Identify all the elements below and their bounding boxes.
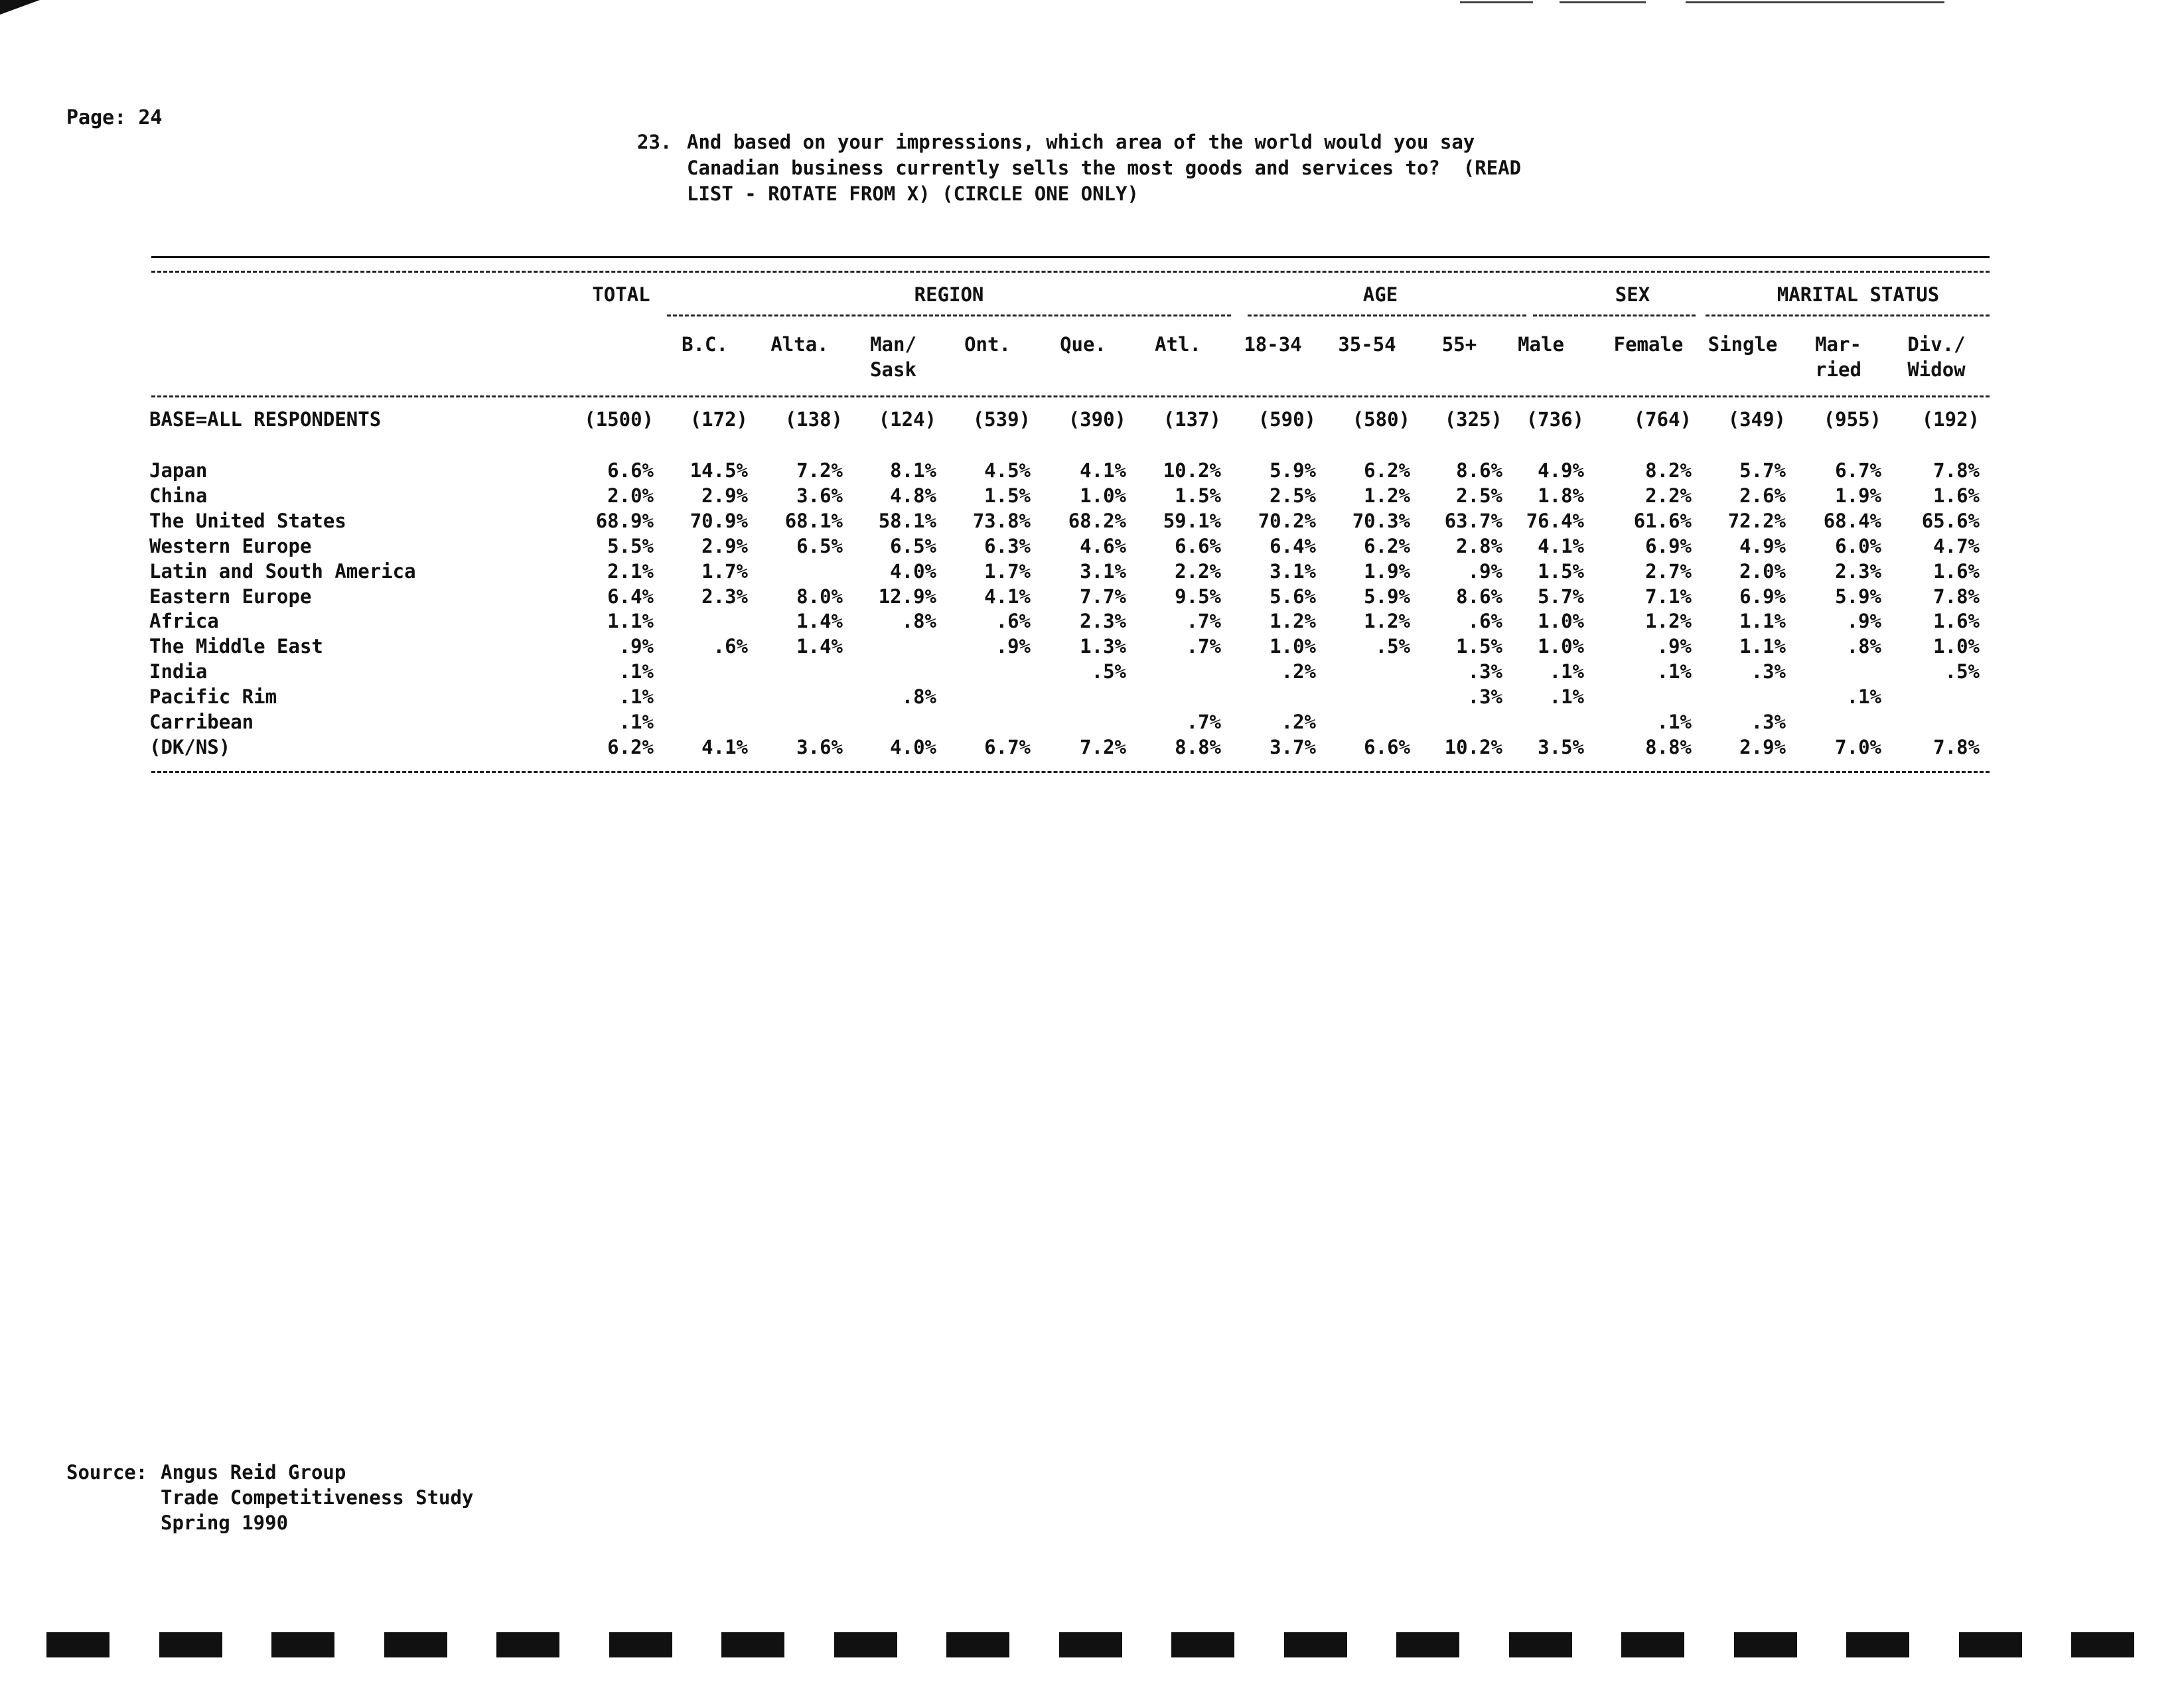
table-cell: 68.2% (1068, 510, 1126, 532)
table-cell: 3.1% (1080, 560, 1126, 583)
punch-mark (159, 1632, 222, 1657)
table-cell: .3% (1751, 711, 1786, 733)
table-cell: 2.5% (1456, 484, 1502, 507)
table-cell: 63.7% (1444, 510, 1502, 532)
table-cell: 70.9% (690, 510, 748, 532)
table-cell: 3.5% (1538, 736, 1584, 758)
table-cell: .3% (1467, 685, 1502, 708)
table-cell: 1.9% (1364, 560, 1410, 583)
column-header: B.C. (682, 333, 728, 356)
table-cell: 70.2% (1258, 510, 1316, 532)
punch-mark (1284, 1632, 1347, 1657)
table-cell: 8.0% (796, 585, 843, 608)
table-cell: 1.5% (984, 484, 1031, 507)
base-cell: (124) (878, 408, 936, 431)
table-cell: 1.0% (1538, 635, 1584, 658)
table-cell: 7.8% (1933, 736, 1980, 758)
top-edge-line (1686, 1, 1944, 3)
table-cell: .7% (1186, 711, 1221, 733)
source-line: Trade Competitiveness Study (161, 1486, 474, 1509)
table-cell: .1% (619, 660, 654, 683)
top-edge-line (1560, 1, 1646, 3)
table-cell: 6.6% (607, 459, 654, 482)
table-cell: 6.5% (890, 535, 936, 557)
table-cell: 8.1% (890, 459, 936, 482)
table-cell: 2.9% (1739, 736, 1786, 758)
table-cell: 3.6% (796, 484, 843, 507)
table-cell: .8% (901, 685, 936, 708)
table-cell: 61.6% (1633, 510, 1692, 532)
table-cell: 1.4% (796, 610, 843, 632)
table-cell: 5.9% (1270, 459, 1316, 482)
table-cell: 7.0% (1835, 736, 1881, 758)
table-cell: 6.6% (1175, 535, 1221, 557)
table-cell: 68.9% (595, 510, 654, 532)
table-cell: 1.1% (1739, 610, 1786, 632)
table-cell: .7% (1186, 635, 1221, 658)
table-cell: 6.2% (1364, 535, 1410, 557)
table-cell: 3.1% (1270, 560, 1316, 583)
table-cell: 1.2% (1270, 610, 1316, 632)
base-cell: (192) (1921, 408, 1980, 431)
table-cell: 7.2% (1080, 736, 1126, 758)
table-cell: 2.7% (1645, 560, 1692, 583)
table-cell: 5.9% (1835, 585, 1881, 608)
punch-mark (1621, 1632, 1684, 1657)
column-header: Mar- (1815, 333, 1861, 356)
table-cell: 2.0% (1739, 560, 1786, 583)
base-cell: (349) (1727, 408, 1786, 431)
table-cell: 4.9% (1739, 535, 1786, 557)
table-cell: 4.1% (1080, 459, 1126, 482)
punch-mark (1509, 1632, 1572, 1657)
table-cell: 1.2% (1364, 610, 1410, 632)
sex-underline (1533, 315, 1696, 316)
table-cell: 2.2% (1175, 560, 1221, 583)
table-cell: 1.8% (1538, 484, 1584, 507)
table-cell: 7.8% (1933, 459, 1980, 482)
table-cell: .6% (1467, 610, 1502, 632)
table-cell: 5.7% (1538, 585, 1584, 608)
punch-mark (946, 1632, 1009, 1657)
corner-mark (0, 0, 40, 15)
base-cell: (390) (1068, 408, 1126, 431)
column-header: Div./ (1907, 333, 1966, 356)
table-cell: 4.8% (890, 484, 936, 507)
table-cell: 3.7% (1270, 736, 1316, 758)
table-cell: 4.0% (890, 736, 936, 758)
row-label: Latin and South America (149, 560, 416, 583)
table-cell: 7.1% (1645, 585, 1692, 608)
table-cell: 6.4% (607, 585, 654, 608)
group-header-marital-status: MARITAL STATUS (1777, 283, 1940, 306)
row-label: Pacific Rim (149, 685, 277, 708)
table-cell: 1.1% (607, 610, 654, 632)
table-cell: 1.5% (1538, 560, 1584, 583)
table-cell: 1.6% (1933, 484, 1980, 507)
table-cell: 8.6% (1456, 585, 1502, 608)
table-cell: 1.6% (1933, 560, 1980, 583)
table-cell: .3% (1467, 660, 1502, 683)
base-cell: (1500) (584, 408, 654, 431)
table-cell: 8.2% (1645, 459, 1692, 482)
question-line: LIST - ROTATE FROM X) (CIRCLE ONE ONLY) (687, 182, 1139, 205)
punch-mark (609, 1632, 672, 1657)
punch-mark (721, 1632, 784, 1657)
punch-mark (1059, 1632, 1122, 1657)
region-underline (667, 315, 1231, 316)
table-cell: 4.1% (701, 736, 748, 758)
column-header: ried (1815, 358, 1861, 381)
table-cell: 2.3% (701, 585, 748, 608)
base-cell: (580) (1352, 408, 1410, 431)
question-number: 23. (637, 131, 672, 153)
table-cell: .1% (1549, 685, 1584, 708)
column-header: Sask (870, 358, 916, 381)
table-cell: 58.1% (878, 510, 936, 532)
table-cell: 8.6% (1456, 459, 1502, 482)
table-cell: 4.0% (890, 560, 936, 583)
row-label: Eastern Europe (149, 585, 312, 608)
table-cell: 1.0% (1933, 635, 1980, 658)
table-cell: 70.3% (1352, 510, 1410, 532)
table-cell: .5% (1375, 635, 1410, 658)
row-label: China (149, 484, 208, 507)
table-cell: 1.0% (1270, 635, 1316, 658)
marital-underline (1706, 315, 1990, 316)
table-cell: 6.9% (1739, 585, 1786, 608)
base-cell: (539) (972, 408, 1031, 431)
table-cell: 4.1% (1538, 535, 1584, 557)
table-cell: 4.1% (984, 585, 1031, 608)
table-cell: 6.9% (1645, 535, 1692, 557)
table-cell: 1.5% (1456, 635, 1502, 658)
base-cell: (137) (1163, 408, 1221, 431)
group-header-age: AGE (1362, 283, 1398, 306)
table-cell: 1.2% (1645, 610, 1692, 632)
table-cell: 4.5% (984, 459, 1031, 482)
punch-marks-strip (46, 1632, 2144, 1659)
table-cell: .1% (1656, 711, 1692, 733)
table-cell: 4.6% (1080, 535, 1126, 557)
table-cell: 73.8% (972, 510, 1031, 532)
punch-mark (46, 1632, 109, 1657)
table-cell: .1% (619, 711, 654, 733)
table-cell: 72.2% (1727, 510, 1786, 532)
punch-mark (2071, 1632, 2134, 1657)
base-cell: (955) (1823, 408, 1881, 431)
table-cell: 1.6% (1933, 610, 1980, 632)
table-cell: 6.3% (984, 535, 1031, 557)
row-label: Japan (149, 459, 208, 482)
table-cell: .5% (1091, 660, 1126, 683)
table-cell: .9% (1656, 635, 1692, 658)
punch-mark (1846, 1632, 1909, 1657)
table-cell: .1% (619, 685, 654, 708)
punch-mark (1171, 1632, 1234, 1657)
table-cell: 5.7% (1739, 459, 1786, 482)
table-cell: .6% (995, 610, 1031, 632)
page-number: Page: 24 (66, 106, 163, 129)
table-cell: 6.0% (1835, 535, 1881, 557)
table-cell: 1.7% (701, 560, 748, 583)
base-cell: (138) (784, 408, 843, 431)
table-cell: .9% (995, 635, 1031, 658)
row-label: India (149, 660, 208, 683)
table-cell: .1% (1656, 660, 1692, 683)
table-cell: 65.6% (1921, 510, 1980, 532)
table-cell: 2.9% (701, 535, 748, 557)
base-cell: (172) (690, 408, 748, 431)
column-header: 55+ (1441, 333, 1477, 356)
table-cell: 7.8% (1933, 585, 1980, 608)
row-label: Western Europe (149, 535, 312, 557)
table-cell: .8% (1846, 635, 1881, 658)
table-cell: 1.0% (1538, 610, 1584, 632)
question-line: And based on your impressions, which area of the world would you say (687, 131, 1475, 153)
table-cell: .3% (1751, 660, 1786, 683)
table-cell: 2.8% (1456, 535, 1502, 557)
table-cell: 6.6% (1364, 736, 1410, 758)
table-cell: 9.5% (1175, 585, 1221, 608)
table-top-rule (151, 256, 1990, 258)
column-header: Que. (1060, 333, 1106, 356)
table-cell: 6.7% (984, 736, 1031, 758)
column-header: Male (1518, 333, 1564, 356)
age-underline (1248, 315, 1526, 316)
table-cell: 1.9% (1835, 484, 1881, 507)
table-bottom-rule (151, 771, 1990, 773)
question-text (687, 129, 1550, 207)
table-cell: 2.3% (1835, 560, 1881, 583)
table-cell: 5.6% (1270, 585, 1316, 608)
table-cell: 14.5% (690, 459, 748, 482)
source-line: Angus Reid Group (161, 1461, 346, 1484)
punch-mark (1734, 1632, 1797, 1657)
base-label: BASE=ALL RESPONDENTS (149, 408, 382, 431)
table-cell: .9% (1467, 560, 1502, 583)
group-header-sex: SEX (1615, 283, 1650, 306)
question-block (637, 129, 1550, 207)
table-cell: .8% (901, 610, 936, 632)
column-header: Single (1708, 333, 1778, 356)
table-cell: 4.7% (1933, 535, 1980, 557)
table-cell: .5% (1944, 660, 1980, 683)
column-header: Female (1613, 333, 1684, 356)
group-header-total: TOTAL (592, 283, 650, 306)
table-cell: 1.0% (1080, 484, 1126, 507)
table-cell: 8.8% (1175, 736, 1221, 758)
column-header: Widow (1907, 358, 1966, 381)
table-cell: 68.4% (1823, 510, 1881, 532)
source-line: Spring 1990 (161, 1511, 289, 1534)
table-cell: .9% (619, 635, 654, 658)
row-label: (DK/NS) (149, 736, 231, 758)
table-cell: 1.7% (984, 560, 1031, 583)
table-cell: 59.1% (1163, 510, 1221, 532)
column-header: 35-54 (1338, 333, 1396, 356)
column-header: Man/ (870, 333, 916, 356)
header-bottom-rule (151, 395, 1990, 397)
row-label: Carribean (149, 711, 254, 733)
table-cell: .9% (1846, 610, 1881, 632)
column-header: Ont. (964, 333, 1011, 356)
row-label: Africa (149, 610, 219, 632)
table-cell: .7% (1186, 610, 1221, 632)
table-cell: .1% (1846, 685, 1881, 708)
row-label: The Middle East (149, 635, 323, 658)
table-cell: 5.5% (607, 535, 654, 557)
table-cell: .1% (1549, 660, 1584, 683)
table-cell: 5.9% (1364, 585, 1410, 608)
table-cell: 7.7% (1080, 585, 1126, 608)
table-cell: 6.7% (1835, 459, 1881, 482)
punch-mark (496, 1632, 559, 1657)
column-header: Atl. (1155, 333, 1201, 356)
table-cell: 2.9% (701, 484, 748, 507)
table-cell: 1.5% (1175, 484, 1221, 507)
punch-mark (384, 1632, 447, 1657)
table-cell: 2.3% (1080, 610, 1126, 632)
table-cell: 1.1% (1739, 635, 1786, 658)
punch-mark (1396, 1632, 1459, 1657)
table-cell: 8.8% (1645, 736, 1692, 758)
column-header: 18-34 (1244, 333, 1302, 356)
column-header: Alta. (770, 333, 829, 356)
source-block (66, 1460, 473, 1535)
table-cell: 12.9% (878, 585, 936, 608)
table-cell: 76.4% (1526, 510, 1584, 532)
table-cell: 1.4% (796, 635, 843, 658)
table-cell: 2.0% (607, 484, 654, 507)
table-cell: 6.2% (1364, 459, 1410, 482)
table-cell: 7.2% (796, 459, 843, 482)
table-cell: 1.2% (1364, 484, 1410, 507)
table-cell: 3.6% (796, 736, 843, 758)
top-edge-line (1460, 1, 1533, 3)
table-top-dash-rule (151, 271, 1990, 273)
table-cell: 6.4% (1270, 535, 1316, 557)
table-cell: 6.5% (796, 535, 843, 557)
table-cell: .6% (713, 635, 748, 658)
table-cell: 68.1% (784, 510, 843, 532)
table-cell: 2.1% (607, 560, 654, 583)
question-line: Canadian business currently sells the most goods and services to? (READ (687, 157, 1522, 179)
table-cell: 2.2% (1645, 484, 1692, 507)
table-cell: 1.3% (1080, 635, 1126, 658)
table-cell: 2.5% (1270, 484, 1316, 507)
group-header-region: REGION (914, 283, 984, 306)
table-cell: 4.9% (1538, 459, 1584, 482)
row-label: The United States (149, 510, 346, 532)
table-cell: .2% (1281, 711, 1316, 733)
table-cell: 10.2% (1444, 736, 1502, 758)
base-cell: (325) (1444, 408, 1502, 431)
source-lead: Source: (66, 1461, 148, 1484)
punch-mark (834, 1632, 897, 1657)
table-cell: 6.2% (607, 736, 654, 758)
table-cell: 10.2% (1163, 459, 1221, 482)
base-cell: (590) (1258, 408, 1316, 431)
base-cell: (764) (1633, 408, 1692, 431)
table-cell: 2.6% (1739, 484, 1786, 507)
base-cell: (736) (1526, 408, 1584, 431)
punch-mark (271, 1632, 334, 1657)
punch-mark (1959, 1632, 2022, 1657)
table-cell: .2% (1281, 660, 1316, 683)
